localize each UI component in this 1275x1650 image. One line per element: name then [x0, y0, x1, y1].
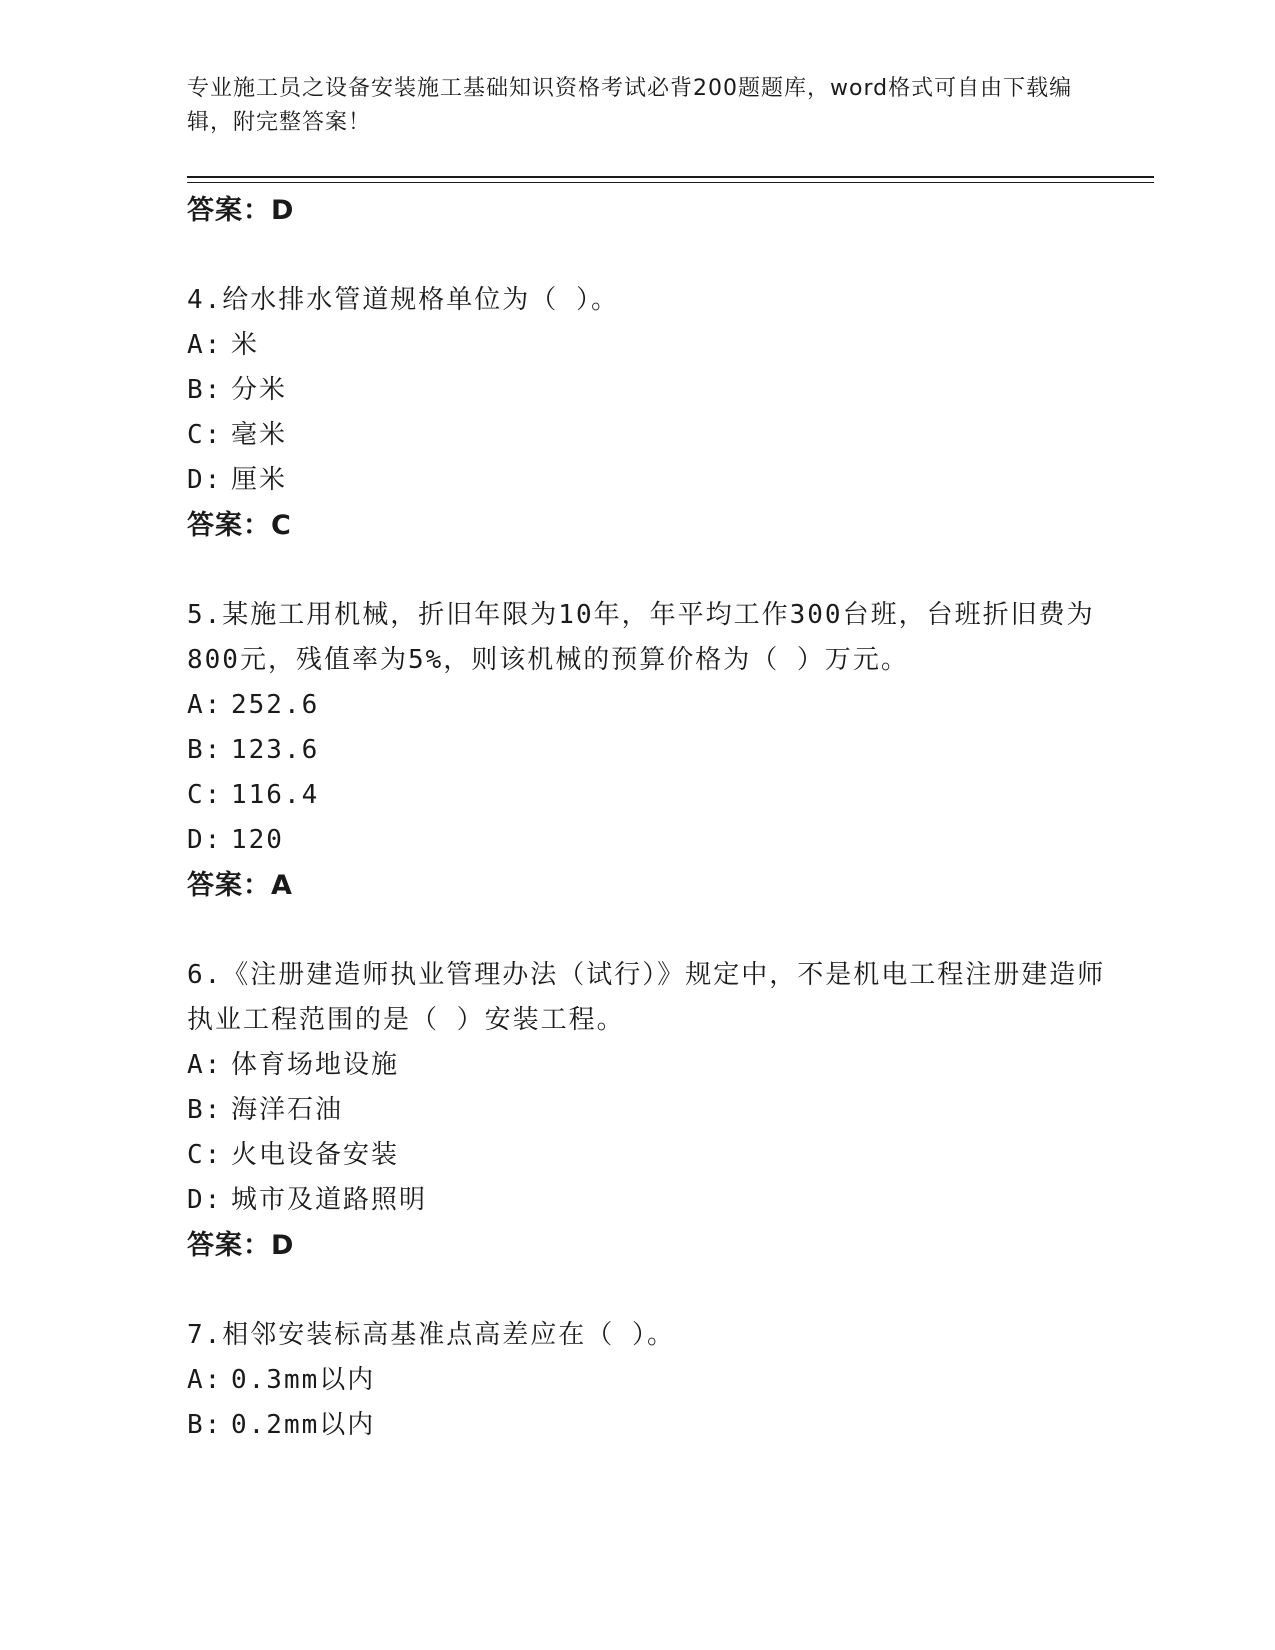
question-stem: 4.给水排水管道规格单位为（ ）。 — [187, 285, 619, 315]
option-letter: A: — [187, 330, 223, 360]
option-letter: A: — [187, 1050, 223, 1080]
page-header-title: 专业施工员之设备安装施工基础知识资格考试必背200题题库，word格式可自由下载编辑，附完整答案！ — [187, 76, 1073, 135]
option-text: 分米 — [231, 375, 288, 405]
option-b — [187, 728, 1107, 773]
option-letter: C: — [187, 420, 223, 450]
option-c — [187, 773, 1107, 818]
option-text: 城市及道路照明 — [231, 1185, 428, 1215]
question-stem: 5.某施工用机械，折旧年限为10年，年平均工作300台班，台班折旧费为800元，残值率为5%，则该机械的预算价格为（ ）万元。 — [187, 600, 1095, 675]
option-letter: C: — [187, 1140, 223, 1170]
option-d — [187, 458, 1107, 503]
option-text: 120 — [231, 825, 284, 855]
option-a — [187, 1358, 1107, 1403]
option-text: 0.3mm以内 — [231, 1365, 376, 1395]
header-divider-thick — [187, 176, 1154, 178]
option-text: 体育场地设施 — [231, 1050, 400, 1080]
header-divider-thin — [187, 182, 1154, 183]
option-c — [187, 413, 1107, 458]
option-b — [187, 1088, 1107, 1133]
option-letter: B: — [187, 1095, 223, 1125]
option-d — [187, 818, 1107, 863]
question-item — [187, 593, 1107, 909]
question-stem: 7.相邻安装标高基准点高差应在（ ）。 — [187, 1320, 675, 1350]
option-letter: C: — [187, 780, 223, 810]
answer-line: 答案：A — [187, 870, 293, 901]
option-letter: D: — [187, 825, 223, 855]
option-b — [187, 1403, 1107, 1448]
option-letter: A: — [187, 690, 223, 720]
option-text: 厘米 — [231, 465, 288, 495]
question-item — [187, 278, 1107, 549]
option-letter: A: — [187, 1365, 223, 1395]
option-b — [187, 368, 1107, 413]
question-list — [187, 188, 1107, 1448]
option-text: 252.6 — [231, 690, 320, 720]
option-text: 0.2mm以内 — [231, 1410, 376, 1440]
option-a — [187, 1043, 1107, 1088]
option-letter: B: — [187, 1410, 223, 1440]
option-letter: B: — [187, 735, 223, 765]
option-text: 123.6 — [231, 735, 320, 765]
question-stem: 6.《注册建造师执业管理办法（试行）》规定中，不是机电工程注册建造师执业工程范围的是（ ）安装工程。 — [187, 960, 1106, 1035]
option-letter: B: — [187, 375, 223, 405]
option-letter: D: — [187, 1185, 223, 1215]
option-letter: D: — [187, 465, 223, 495]
option-d — [187, 1178, 1107, 1223]
option-text: 米 — [231, 330, 260, 360]
option-text: 116.4 — [231, 780, 320, 810]
answer-line: 答案：D — [187, 195, 295, 226]
option-a — [187, 683, 1107, 728]
option-text: 毫米 — [231, 420, 288, 450]
option-a — [187, 323, 1107, 368]
option-text: 火电设备安装 — [231, 1140, 400, 1170]
answer-line: 答案：C — [187, 510, 292, 541]
option-c — [187, 1133, 1107, 1178]
answer-line: 答案：D — [187, 1230, 295, 1261]
question-item — [187, 1313, 1107, 1448]
question-item — [187, 953, 1107, 1269]
option-text: 海洋石油 — [231, 1095, 344, 1125]
